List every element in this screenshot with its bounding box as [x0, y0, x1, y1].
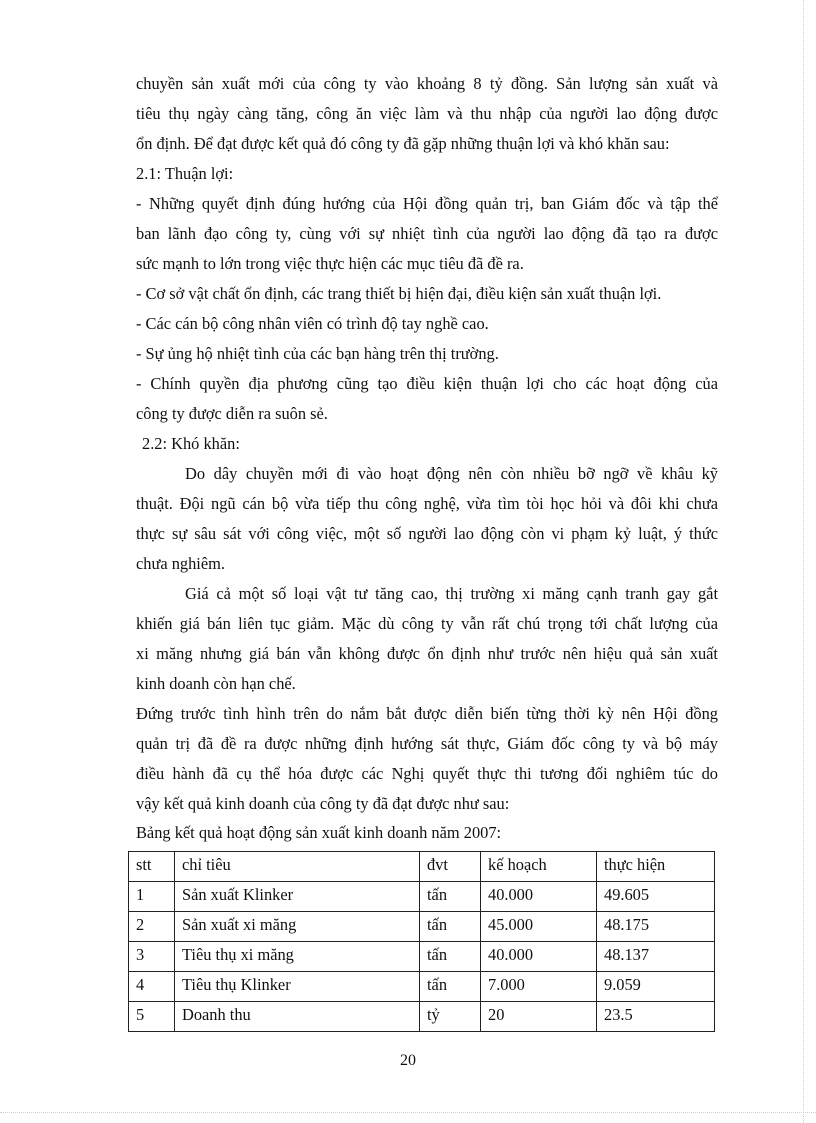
document-body — [136, 69, 718, 847]
table-cell: 23.5 — [597, 1002, 715, 1032]
page-edge-bottom — [0, 1112, 816, 1113]
bullet-line: công ty được diễn ra suôn sẻ. — [136, 404, 328, 423]
table-cell: 2 — [129, 912, 175, 942]
table-row — [129, 942, 715, 972]
results-table — [128, 851, 715, 1032]
text-line: tiêu thụ ngày càng tăng, công ăn việc làm và thu nhập của người lao động được — [136, 104, 718, 123]
text-line: thuật. Đội ngũ cán bộ vừa tiếp thu công nghệ, vừa tìm tòi học hỏi và đôi khi chưa — [136, 494, 718, 513]
table-cell: 48.175 — [597, 912, 715, 942]
text-line: khiến giá bán liên tục giảm. Mặc dù công ty vẫn rất chú trọng tới chất lượng của — [136, 614, 718, 633]
table-cell: 40.000 — [481, 942, 597, 972]
table-cell: 49.605 — [597, 882, 715, 912]
table-cell: Tiêu thụ Klinker — [175, 972, 420, 1002]
bullet-line: - Sự ủng hộ nhiệt tình của các bạn hàng trên thị trường. — [136, 344, 499, 363]
table-cell: tấn — [420, 972, 481, 1002]
text-line: Do dây chuyền mới đi vào hoạt động nên còn nhiều bỡ ngỡ về khâu kỹ — [185, 464, 718, 483]
text-line: vậy kết quả kinh doanh của công ty đã đạt được như sau: — [136, 794, 510, 813]
table-cell: tấn — [420, 912, 481, 942]
text-line: xi măng nhưng giá bán vẫn không được ổn định như trước nên hiệu quả sản xuất — [136, 644, 718, 663]
bullet-line: - Cơ sở vật chất ổn định, các trang thiết bị hiện đại, điều kiện sản xuất thuận lợi. — [136, 284, 662, 303]
table-row — [129, 882, 715, 912]
bullet-line: - Các cán bộ công nhân viên có trình độ tay nghề cao. — [136, 314, 489, 333]
text-line: kinh doanh còn hạn chế. — [136, 674, 296, 693]
header-cell-actual: thực hiện — [597, 852, 715, 882]
table-cell: 5 — [129, 1002, 175, 1032]
table-cell: Sản xuất Klinker — [175, 882, 420, 912]
text-line: thực sự sâu sát với công việc, một số người lao động còn vi phạm kỷ luật, ý thức — [136, 524, 718, 543]
table-cell: 4 — [129, 972, 175, 1002]
table-row — [129, 1002, 715, 1032]
text-line: ổn định. Để đạt được kết quả đó công ty đã gặp những thuận lợi và khó khăn sau: — [136, 134, 670, 153]
table-cell: Doanh thu — [175, 1002, 420, 1032]
bullet-line: - Chính quyền địa phương cũng tạo điều kiện thuận lợi cho các hoạt động của — [136, 374, 718, 393]
text-line: Giá cả một số loại vật tư tăng cao, thị trường xi măng cạnh tranh gay gắt — [185, 584, 718, 603]
table-cell: Tiêu thụ xi măng — [175, 942, 420, 972]
bullet-line: - Những quyết định đúng hướng của Hội đồng quản trị, ban Giám đốc và tập thể — [136, 194, 718, 213]
text-line: Đứng trước tình hình trên do nắm bắt được diễn biến từng thời kỳ nên Hội đồng — [136, 704, 718, 723]
table-cell: 3 — [129, 942, 175, 972]
table-header-row — [129, 852, 715, 882]
table-cell: 9.059 — [597, 972, 715, 1002]
table-cell: 40.000 — [481, 882, 597, 912]
page-number: 20 — [400, 1052, 416, 1069]
table-row — [129, 912, 715, 942]
header-cell-stt: stt — [129, 852, 175, 882]
table-cell: tấn — [420, 942, 481, 972]
table-caption: Bảng kết quả hoạt động sản xuất kinh doanh năm 2007: — [136, 823, 502, 842]
text-line: điều hành đã cụ thể hóa được các Nghị quyết thực thi tương đối nghiêm túc do — [136, 764, 718, 783]
table-cell: 1 — [129, 882, 175, 912]
header-cell-indicator: chỉ tiêu — [175, 852, 420, 882]
header-cell-plan: kế hoạch — [481, 852, 597, 882]
section-heading-difficulties: 2.2: Khó khăn: — [142, 434, 240, 453]
table-cell: 48.137 — [597, 942, 715, 972]
text-line: quản trị đã đề ra được những định hướng sát thực, Giám đốc công ty và bộ máy — [136, 734, 718, 753]
section-heading-advantages: 2.1: Thuận lợi: — [136, 164, 234, 183]
table-cell: Sản xuất xi măng — [175, 912, 420, 942]
page-edge-right — [803, 0, 804, 1123]
table-cell: tấn — [420, 882, 481, 912]
text-line: chưa nghiêm. — [136, 554, 225, 573]
table-row — [129, 972, 715, 1002]
header-cell-unit: đvt — [420, 852, 481, 882]
table-cell: tỷ — [420, 1002, 481, 1032]
text-line: chuyền sản xuất mới của công ty vào khoảng 8 tỷ đồng. Sản lượng sản xuất và — [136, 74, 718, 93]
table-cell: 45.000 — [481, 912, 597, 942]
table-cell: 20 — [481, 1002, 597, 1032]
bullet-line: sức mạnh to lớn trong việc thực hiện các mục tiêu đã đề ra. — [136, 254, 524, 273]
bullet-line: ban lãnh đạo công ty, cùng với sự nhiệt tình của người lao động đã tạo ra được — [136, 224, 718, 243]
table-cell: 7.000 — [481, 972, 597, 1002]
